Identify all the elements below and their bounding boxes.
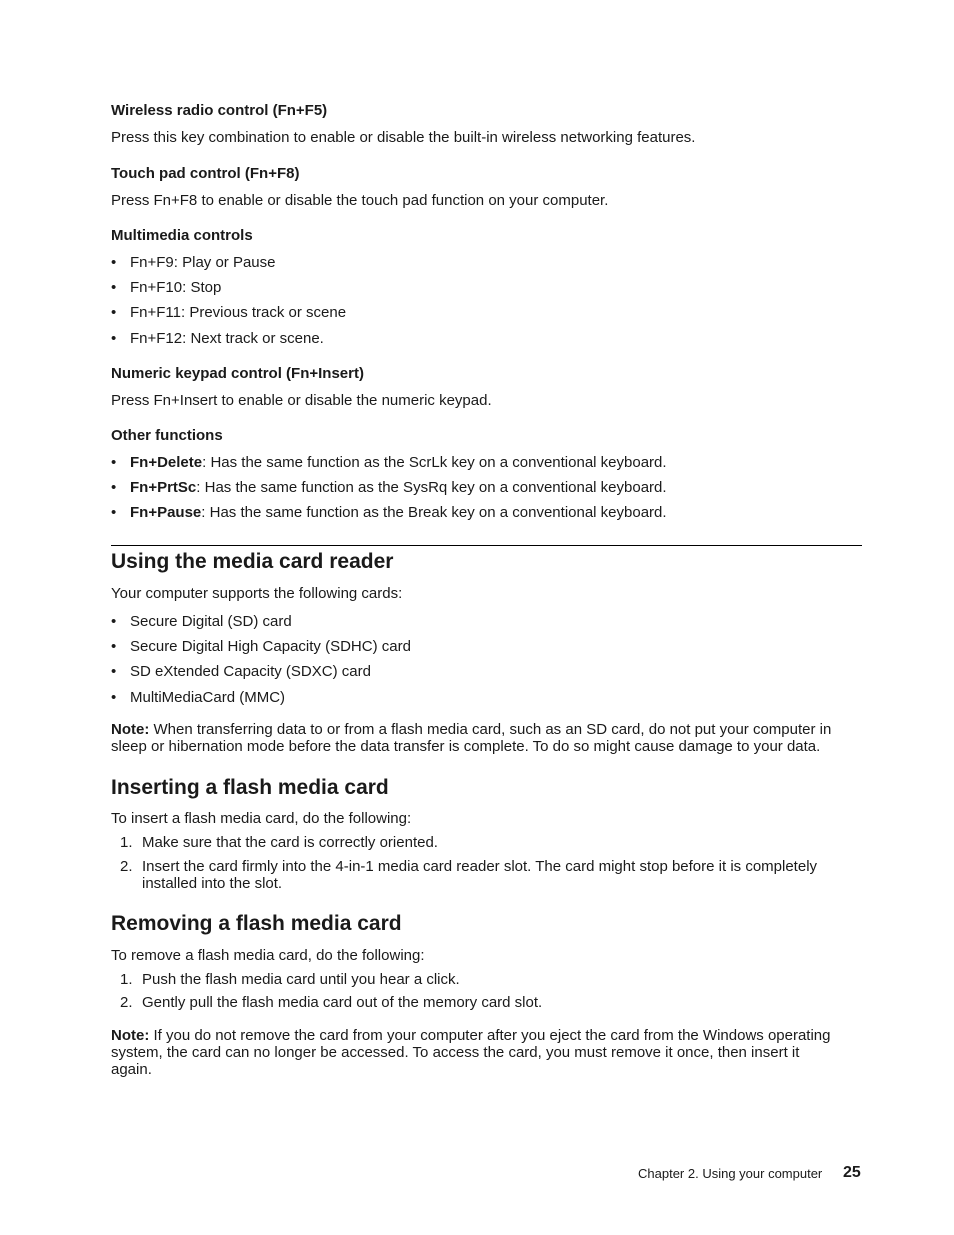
other-heading: Other functions [111,427,223,444]
wireless-heading: Wireless radio control (Fn+F5) [111,102,328,119]
removing-note [111,1027,831,1078]
removing-title: Removing a flash media card [111,912,402,935]
step-text: Make sure that the card is correctly oriented. [142,834,438,851]
step-number: 1. [120,834,133,851]
step-text: Insert the card firmly into the 4-in-1 media card reader slot. The card might stop before it is completely installed into the slot. [142,858,818,892]
key-description: : Has the same function as the ScrLk key on a conventional keyboard. [202,454,667,471]
list-item-text: MultiMediaCard (MMC) [130,689,286,706]
page-number: 25 [843,1164,861,1181]
numeric-body: Press Fn+Insert to enable or disable the numeric keypad. [111,392,492,409]
step-number: 1. [120,971,133,988]
list-item-text: Fn+F12: Next track or scene. [130,330,324,347]
list-item-text: Secure Digital High Capacity (SDHC) card [130,638,411,655]
note-label: Note: [111,721,150,738]
key-combo: Fn+PrtSc [130,479,197,496]
removing-intro: To remove a flash media card, do the following: [111,947,425,964]
list-item-text: Secure Digital (SD) card [130,613,292,630]
list-item-text: Fn+F11: Previous track or scene [130,304,347,321]
list-item-text: SD eXtended Capacity (SDXC) card [130,663,371,680]
key-description: : Has the same function as the SysRq key on a conventional keyboard. [196,479,667,496]
inserting-title: Inserting a flash media card [111,776,389,799]
step-text: Gently pull the flash media card out of the memory card slot. [142,994,543,1011]
note-label: Note: [111,1027,150,1044]
touchpad-body: Press Fn+F8 to enable or disable the touch pad function on your computer. [111,192,609,209]
inserting-intro: To insert a flash media card, do the following: [111,810,412,827]
media-reader-title: Using the media card reader [111,550,394,573]
key-combo: Fn+Pause [130,504,202,521]
note-text: When transferring data to or from a flash media card, such as an SD card, do not put your computer in sleep or hibernation mode before the data transfer is complete. To do so might cause damage to your data. [111,721,832,755]
step-text: Push the flash media card until you hear a click. [142,971,460,988]
footer-chapter: Chapter 2. Using your computer [638,1166,823,1181]
media-reader-note [111,721,862,755]
note-text: If you do not remove the card from your computer after you eject the card from the Windows operating system, the card can no longer be accessed. To access the card, you must remove it once, then insert it again. [111,1027,831,1078]
touchpad-heading: Touch pad control (Fn+F8) [111,165,300,182]
key-combo: Fn+Delete [130,454,203,471]
step-number: 2. [120,994,133,1011]
wireless-body: Press this key combination to enable or disable the built-in wireless networking features. [111,129,696,146]
section-divider [111,545,862,546]
step-number: 2. [120,858,133,875]
numeric-heading: Numeric keypad control (Fn+Insert) [111,365,364,382]
list-item-text: Fn+F10: Stop [130,279,222,296]
key-description: : Has the same function as the Break key on a conventional keyboard. [201,504,667,521]
media-reader-intro: Your computer supports the following cards: [111,585,403,602]
list-item-text: Fn+F9: Play or Pause [130,254,276,271]
multimedia-heading: Multimedia controls [111,227,253,244]
